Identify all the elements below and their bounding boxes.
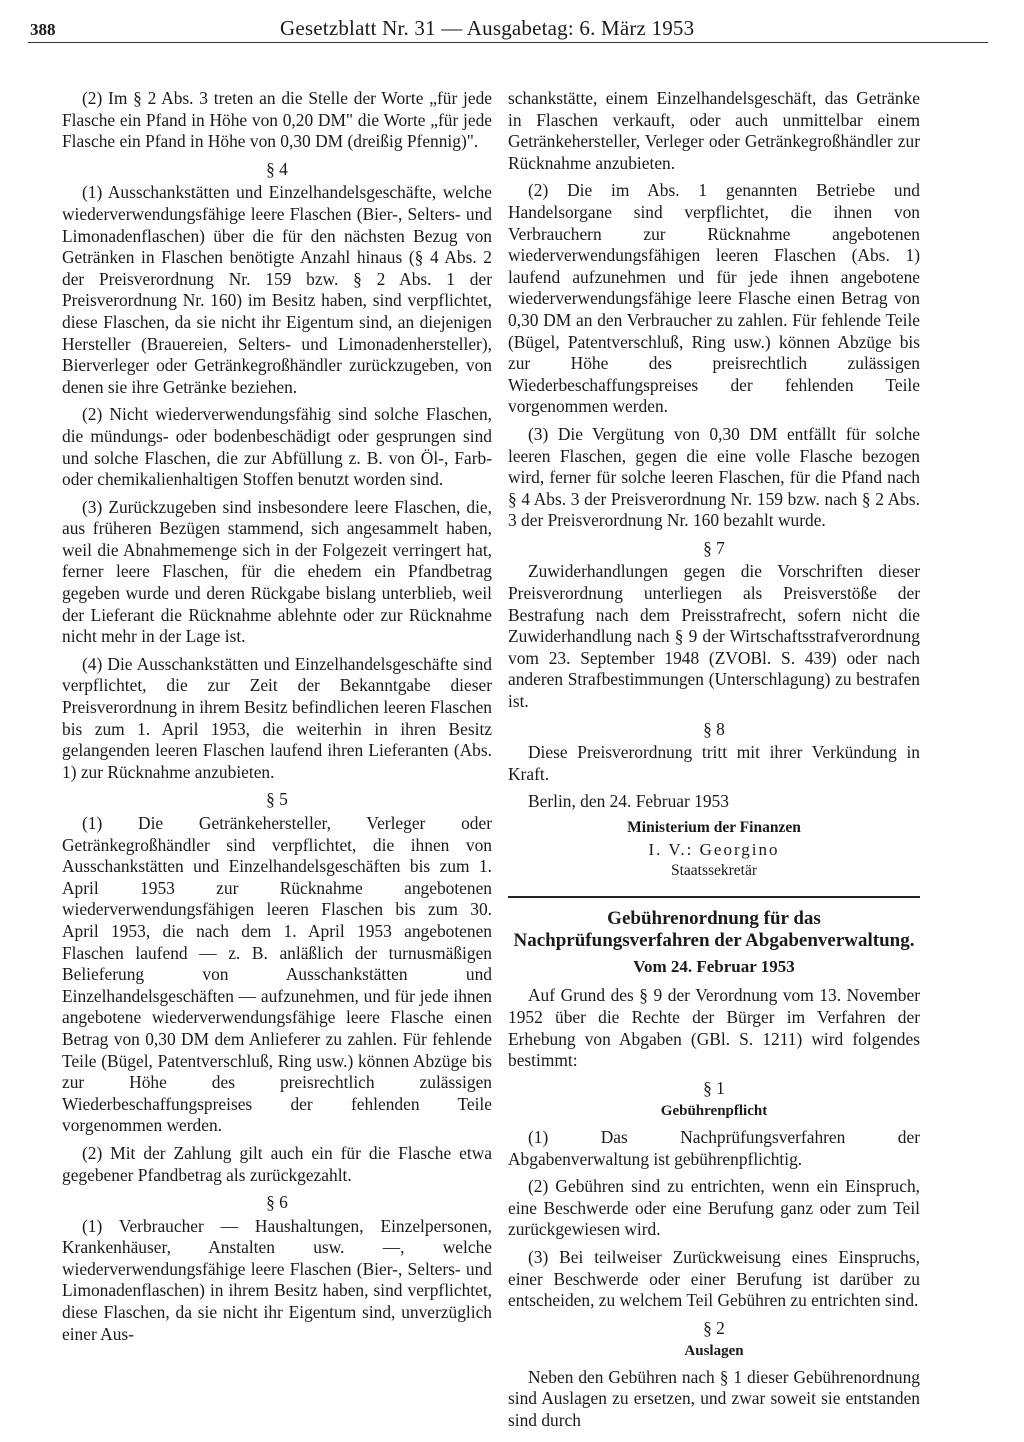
section-heading: § 5 [266,789,288,810]
paragraph: (2) Die im Abs. 1 genannten Betriebe und Handelsorgane sind verpflichtet, die ihnen von Verbrauchern zur Rücknahme angebotenen wiederverwendungsfähigen leeren Flaschen (Abs. 1) laufend aufzunehmen und für jede ihnen angebotene wiederverwendungsfähige leere Flasche einen Betrag von 0,30 DM an den Verbraucher zu zahlen. Für fehlende Teile (Bügel, Patentverschluß, Ring usw.) können Abzüge bis zur Höhe des preisrechtlich zulässigen Wiederbeschaffungspreises der fehlenden Teile vorgenommen werden. [508,180,920,417]
paragraph: (3) Bei teilweiser Zurückweisung eines Einspruchs, einer Beschwerde oder einer Berufung ist darüber zu entscheiden, zu welchem Teil Gebühren zu entrichten sind. [508,1246,920,1311]
paragraph: (2) Gebühren sind zu entrichten, wenn ein Einspruch, eine Beschwerde oder eine Berufung ganz oder zum Teil zurückgewiesen wird. [508,1176,920,1240]
section-heading: § 6 [266,1192,288,1213]
section-subtitle: Auslagen [684,1343,744,1360]
section-heading: § 2 [703,1317,725,1338]
paragraph: (2) Nicht wiederverwendungsfähig sind solche Flaschen, die mündungs- oder bodenbeschädigt oder gesprungen sind und solche Flaschen, die zur Abfüllung z. B. von Öl-, Farb- oder chemikalienhaltigen Stoffen benutzt worden sind. [62,404,492,490]
header-rule [28,42,988,43]
section-divider [508,896,920,898]
paragraph: (3) Zurückzugeben sind insbesondere leere Flaschen, die, aus früheren Bezügen stammend, sich angesammelt haben, weil die Abnahmemenge sich in der Folgezeit verringert hat, ferner leere Flaschen, für die ehedem ein Pfandbetrag gegeben wurde und deren Rückgabe bislang unterblieb, weil der Lieferant die Rücknahme ablehnte oder zur Rücknahme nicht mehr in der Lage ist. [62,496,492,647]
section-heading: § 1 [703,1077,725,1098]
paragraph: Neben den Gebühren nach § 1 dieser Gebührenordnung sind Auslagen zu ersetzen, und zwar soweit sie entstanden sind durch [508,1366,920,1431]
running-title: Gesetzblatt Nr. 31 — Ausgabetag: 6. März 1953 [280,16,695,40]
section-heading: § 8 [703,718,725,739]
paragraph: (1) Das Nachprüfungsverfahren der Abgabenverwaltung ist gebührenpflichtig. [508,1126,920,1169]
paragraph: (2) Im § 2 Abs. 3 treten an die Stelle der Worte „für jede Flasche ein Pfand in Höhe von 0,20 DM" die Worte „für jede Flasche ein Pfand in Höhe von 0,30 DM (dreißig Pfennig)". [62,88,492,152]
ordinance-date: Vom 24. Februar 1953 [633,956,795,976]
paragraph: (1) Verbraucher — Haushaltungen, Einzelpersonen, Krankenhäuser, Anstalten usw. —, welche wiederverwendungsfähige leere Flaschen (Bier-, Selters- und Limonadenflaschen) in ihrem Besitz haben, sind verpflichtet, diese Flaschen, da sie nicht ihr Eigentum sind, unverzüglich einer Aus- [62,1215,492,1344]
paragraph: (4) Die Ausschankstätten und Einzelhandelsgeschäfte sind verpflichtet, die zur Zeit der Bekanntgabe dieser Preisverordnung in ihrem Besitz befindlichen leeren Flaschen bis zum 1. April 1953, die weiterhin in ihren Besitz gelangenden leeren Flaschen laufend ihren Lieferanten (Abs. 1) zur Rücknahme anzubieten. [62,653,492,782]
section-subtitle: Gebührenpflicht [660,1103,768,1120]
section-heading: § 4 [266,158,288,179]
paragraph: Zuwiderhandlungen gegen die Vorschriften dieser Preisverordnung unterliegen als Preisverstöße der Bestrafung nach dem Preisstrafrecht, sofern nicht die Zuwiderhandlung nach § 9 der Wirtschaftsstrafverordnung vom 23. September 1948 (ZVOBl. S. 439) oder nach anderen Strafbestimmungen (Unterschlagung) zu bestrafen ist. [508,561,920,712]
ministry-name: Ministerium der Finanzen [627,819,801,836]
paragraph: (2) Mit der Zahlung gilt auch ein für die Flasche etwa gegebener Pfandbetrag als zurückgezahlt. [62,1142,492,1185]
place-date: Berlin, den 24. Februar 1953 [528,791,729,812]
paragraph: (3) Die Vergütung von 0,30 DM entfällt für solche leeren Flaschen, gegen die eine volle Flasche bezogen wird, ferner für solche leeren Flaschen, für die Pfand nach § 4 Abs. 3 der Preisverordnung Nr. 159 bzw. nach § 2 Abs. 3 der Preisverordnung Nr. 160 bezahlt wurde. [508,423,920,531]
left-column [62,88,492,1351]
paragraph: Diese Preisverordnung tritt mit ihrer Verkündung in Kraft. [508,742,920,784]
signer-role: Staatssekretär [670,862,758,880]
paragraph: schankstätte, einem Einzelhandelsgeschäft, das Getränke in Flaschen verkauft, oder auch unmittelbar einem Getränkehersteller, Verleger oder Getränkegroßhändler zur Rücknahme anzubieten. [508,88,920,173]
paragraph: (1) Ausschankstätten und Einzelhandelsgeschäfte, welche wiederverwendungsfähige leere Flaschen (Bier-, Selters- und Limonadenflaschen) über die für den nächsten Bezug von Getränken in Flaschen benötigte Anzahl hinaus (§ 4 Abs. 2 der Preisverordnung Nr. 159 bzw. § 2 Abs. 1 der Preisverordnung Nr. 160) im Besitz haben, sind verpflichtet, diese Flaschen, da sie nicht ihr Eigentum sind, an diejenigen Hersteller (Brauereien, Selters- und Limonadenhersteller), Bierverleger oder Getränkegroßhändler zurückzugeben, von denen sie ihre Getränke beziehen. [62,182,492,397]
paragraph: (1) Die Getränkehersteller, Verleger oder Getränkegroßhändler sind verpflichtet, die ihnen von Ausschankstätten und Einzelhandelsgeschäften bis zum 1. April 1953 zur Rücknahme angebotenen wiederverwendungsfähigen leeren Flaschen bis zum 30. April 1953, die nach dem 1. April 1953 angebotenen Flaschen laufend — z. B. anläßlich der turnusmäßigen Belieferung von Ausschankstätten und Einzelhandelsgeschäften — aufzunehmen, und für jede ihnen angebotene wiederverwendungsfähige leere Flasche einen Betrag von 0,30 DM dem Anlieferer zu zahlen. Für fehlende Teile (Bügel, Patentverschluß, Ring usw.) können Abzüge bis zur Höhe des preisrechtlich zulässigen Wiederbeschaffungspreises der fehlenden Teile vorgenommen werden. [62,813,492,1136]
right-column [508,88,920,1438]
page-number: 388 [30,20,56,39]
signer-name: I. V.: Georgino [648,839,780,859]
ordinance-title: Gebührenordnung für das Nachprüfungsverfahren der Abgabenverwaltung. [513,907,915,951]
page-header [28,14,998,42]
paragraph: Auf Grund des § 9 der Verordnung vom 13. November 1952 über die Rechte der Bürger im Verfahren der Erhebung von Abgaben (GBl. S. 1211) wird folgendes bestimmt: [508,985,920,1071]
section-heading: § 7 [703,537,725,558]
